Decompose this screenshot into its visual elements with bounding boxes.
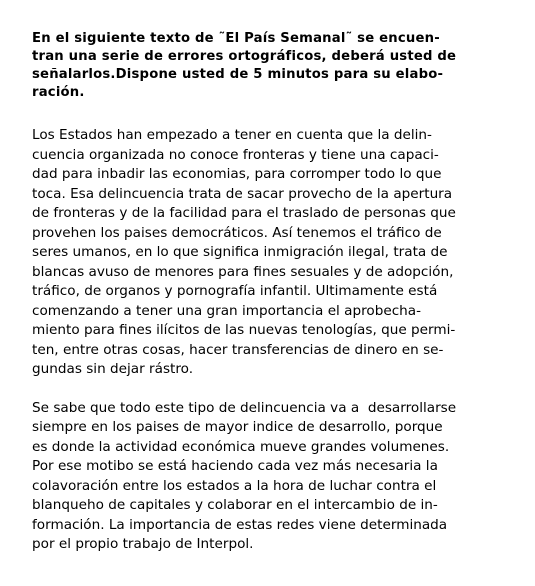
instruction-line: En el siguiente texto de ˜El País Semanal˜ se encuen- (32, 31, 440, 46)
text-line: seres umanos, en lo que significa inmigración ilegal, trata de (32, 244, 448, 260)
paragraph-2 (32, 399, 512, 555)
text-line: miento para fines ilícitos de las nuevas tenologías, que permi- (32, 322, 456, 338)
text-line: blanqueho de capitales y colaborar en el intercambio de in- (32, 497, 438, 513)
instruction-line: señalarlos.Dispone usted de 5 minutos para su elabo- (32, 67, 444, 82)
document-page (32, 30, 512, 555)
instruction-line: tran una serie de errores ortográficos, deberá usted de (32, 49, 457, 64)
instruction-line: ración. (32, 85, 85, 100)
text-line: gundas sin dejar rástro. (32, 361, 194, 377)
text-line: toca. Esa delincuencia trata de sacar provecho de la apertura (32, 185, 453, 202)
text-line: dad para inbadir las economias, para corromper todo lo que (32, 166, 442, 182)
text-line: formación. La importancia de estas redes viene determinada (32, 516, 448, 533)
text-line: tráfico, de organos y pornografía infantil. Ultimamente está (32, 283, 438, 299)
text-line: ten, entre otras cosas, hacer transferencias de dinero en se- (32, 341, 444, 358)
text-line: por el propio trabajo de Interpol. (32, 536, 254, 552)
text-line: blancas avuso de menores para fines sesuales y de adopción, (32, 263, 454, 280)
text-line: es donde la actividad económica mueve grandes volumenes. (32, 438, 450, 455)
text-line: Se sabe que todo este tipo de delincuencia va a desarrollarse (32, 399, 457, 416)
text-line: de fronteras y de la facilidad para el traslado de personas que (32, 205, 456, 221)
text-line: colavoración entre los estados a la hora de luchar contra el (32, 477, 437, 494)
exercise-instructions (32, 30, 512, 102)
text-line: Por ese motibo se está haciendo cada vez más necesaria la (32, 458, 438, 474)
text-line: comenzando a tener una gran importancia el aprobecha- (32, 302, 422, 319)
text-line: cuencia organizada no conoce fronteras y tiene una capaci- (32, 146, 439, 163)
text-line: siempre en los paises de mayor indice de desarrollo, porque (32, 419, 443, 435)
paragraph-1 (32, 126, 512, 380)
text-line: Los Estados han empezado a tener en cuenta que la delin- (32, 127, 432, 143)
text-line: provehen los paises democráticos. Así tenemos el tráfico de (32, 224, 442, 241)
